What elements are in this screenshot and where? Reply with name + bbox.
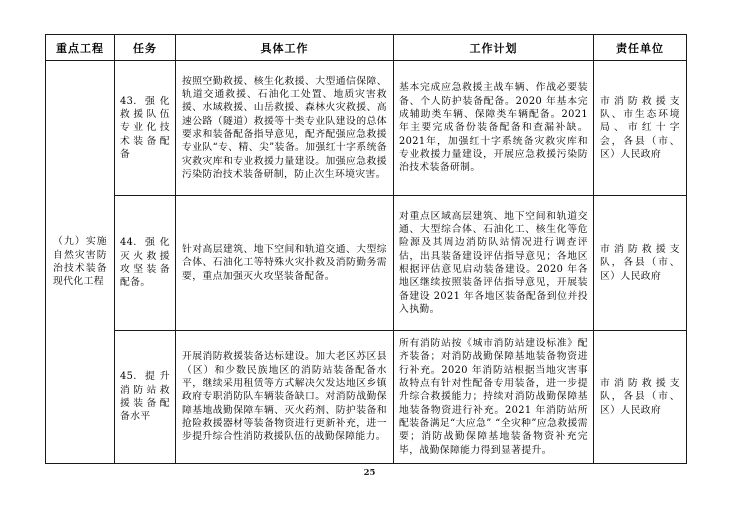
page-number: 25 bbox=[363, 468, 376, 478]
plan-cell-43: 基本完成应急救援主战车辆、作战必要装备、个人防护装备配备。2020 年基本完成辅助类车辆、保障类车辆配备。2021 年主要完成备份装备配备和查漏补缺。2021年，加强红十字系统备灾救灾库和专业救援力量建设，开展应急救援污染防治技术装备研制。 bbox=[394, 61, 594, 196]
work-plan-table bbox=[45, 34, 687, 464]
work-cell-43: 按照空勤救援、核生化救援、大型通信保障、轨道交通救援、石油化工处置、地质灾害救援、水域救援、山岳救援、森林火灾救援、高速公路（隧道）救援等十类专业队建设的总体要求和装备配备指导意见，配齐配强应急救援专业队“专、精、尖”装备。加强红十字系统备灾救灾库和专业救援力量建设。加强应急救援污染防治技术装备研制，防止次生环境灾害。 bbox=[176, 61, 394, 196]
unit-cell-44: 市消防救援支队，各县（市、区）人民政府 bbox=[594, 196, 687, 331]
col-header-task: 任务 bbox=[115, 35, 176, 61]
table-row bbox=[46, 61, 687, 196]
work-cell-45: 开展消防救援装备达标建设。加大老区苏区县（区）和少数民族地区的消防站装备配备水平，继续采用租赁等方式解决欠发达地区乡镇政府专职消防队车辆装备缺口。对消防战勤保障基地战勤保障车辆、灭火药剂、防护装备和抢险救援器材等装备物资进行更新补充，进一步提升综合性消防救援队伍的战勤保障能力。 bbox=[176, 331, 394, 464]
task-cell-43: 43. 强化救援队伍专业化技术装备配备 bbox=[115, 61, 176, 196]
col-header-key-project: 重点工程 bbox=[46, 35, 115, 61]
col-header-work-plan: 工作计划 bbox=[394, 35, 594, 61]
unit-cell-45: 市消防救援支队，各县（市、区）人民政府 bbox=[594, 331, 687, 464]
task-cell-45: 45. 提升消防站救援装备配备水平 bbox=[115, 331, 176, 464]
plan-cell-44: 对重点区域高层建筑、地下空间和轨道交通、大型综合体、石油化工、核生化等危险源及其周边消防队站情况进行调查评估，出具装备建设评估指导意见；各地区根据评估意见启动装备建设。2020 年各地区继续按照装备评估指导意见，开展装备建设 2021 年各地区装备配备到位并投入执勤。 bbox=[394, 196, 594, 331]
project-group-cell: （九）实施自然灾害防治技术装备现代化工程 bbox=[46, 61, 115, 464]
unit-cell-43: 市消防救援支队、市生态环境局、市红十字会，各县（市、区）人民政府 bbox=[594, 61, 687, 196]
table-row bbox=[46, 331, 687, 464]
table-row bbox=[46, 196, 687, 331]
col-header-responsible-unit: 责任单位 bbox=[594, 35, 687, 61]
task-cell-44: 44. 强化灭火救援攻坚装备配备。 bbox=[115, 196, 176, 331]
plan-cell-45: 所有消防站按《城市消防站建设标准》配齐装备；对消防战勤保障基地装备物资进行补充。2020 年消防站根据当地灾害事故特点有针对性配备专用装备，进一步提升综合救援能力；持续对消防战勤保障基地装备物资进行补充。2021 年消防站所配装备满足“大应急” “全灾种”应急救援需要；消防战勤保障基地装备物资补充完毕，战勤保障能力得到显著提升。 bbox=[394, 331, 594, 464]
work-cell-44: 针对高层建筑、地下空间和轨道交通、大型综合体、石油化工等特殊火灾扑救及消防勤务需要，重点加强灭火攻坚装备配备。 bbox=[176, 196, 394, 331]
header-row bbox=[46, 35, 687, 61]
col-header-specific-work: 具体工作 bbox=[176, 35, 394, 61]
